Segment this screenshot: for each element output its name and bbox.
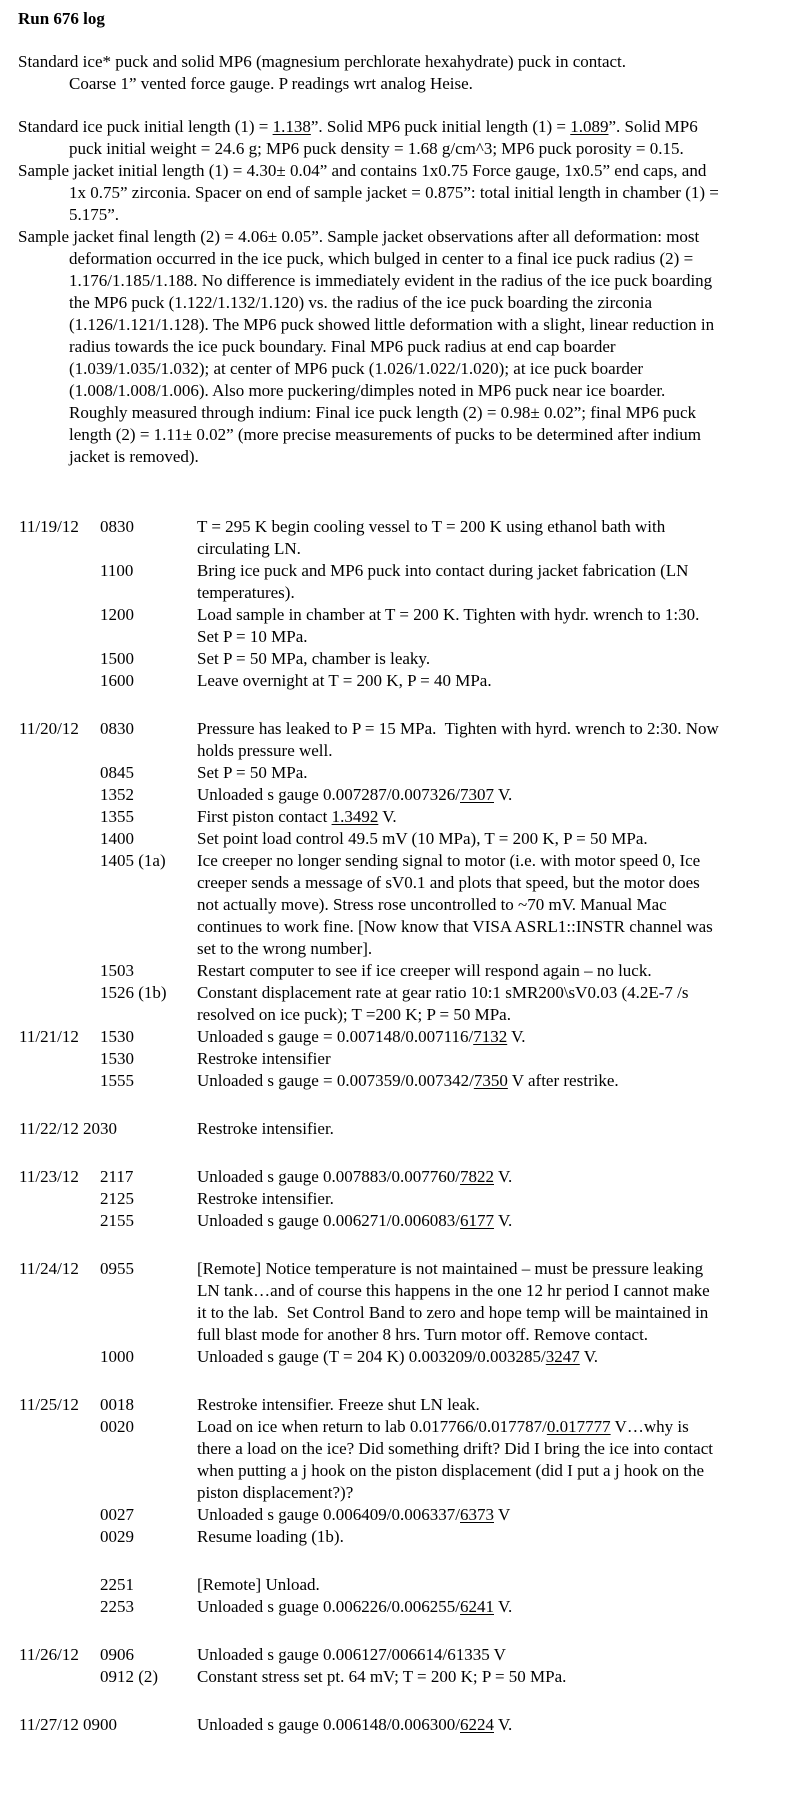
- log-entry-row: [19, 1026, 722, 1048]
- log-entry-date: 11/22/12: [19, 1119, 79, 1138]
- log-entry-time: 0027: [100, 1505, 134, 1524]
- log-entry-time: 1526 (1b): [100, 983, 167, 1002]
- log-entry-row: [19, 1394, 722, 1416]
- log-entry-row: [19, 560, 722, 604]
- intro-paragraph: Sample jacket initial length (1) = 4.30± 0.04” and contains 1x0.75 Force gauge, 1x0.5” end caps, and 1x 0.75” zirconia. Spacer on end of sample jacket = 0.875”: total initial length in chamber (1) = 5.175”.: [18, 161, 719, 224]
- log-entry-text: Resume loading (1b).: [197, 1527, 344, 1546]
- log-entry-text: Unloaded s gauge (T = 204 K) 0.003209/0.003285/3247 V.: [197, 1347, 599, 1366]
- log-entry-time: 1200: [100, 605, 134, 624]
- intro-paragraph: Coarse 1” vented force gauge. P readings wrt analog Heise.: [69, 74, 473, 93]
- log-entry-time: 0830: [100, 517, 134, 536]
- log-entry-row: [19, 718, 722, 762]
- log-entry-time: 1400: [100, 829, 134, 848]
- log-entry-time: 1000: [100, 1347, 134, 1366]
- log-entry-time: 2251: [100, 1575, 134, 1594]
- log-entry-row: [19, 1526, 722, 1548]
- log-entry-text: Unloaded s gauge 0.006271/0.006083/6177 V.: [197, 1211, 513, 1230]
- log-entry-text: [Remote] Unload.: [197, 1575, 320, 1594]
- log-entry-text: Ice creeper no longer sending signal to motor (i.e. with motor speed 0, Ice creeper sends a message of sV0.1 and plots that speed, but the motor does not actually move). Stress rose uncontrolled to ~70 mV. Manual Mac continues to work fine. [Now know that VISA ASRL1::INSTR channel was set to the wrong number].: [197, 851, 718, 958]
- log-entry-row: [19, 1346, 722, 1368]
- log-entry-text: Restart computer to see if ice creeper will respond again – no luck.: [197, 961, 652, 980]
- log-entry-row: [19, 1210, 722, 1232]
- log-entry-row: [19, 1596, 722, 1618]
- log-entry-row: [19, 648, 722, 670]
- log-entry-date: 11/27/12: [19, 1715, 79, 1734]
- log-entry-time: 2030: [83, 1119, 117, 1138]
- intro-paragraph: Standard ice puck initial length (1) = 1.138”. Solid MP6 puck initial length (1) = 1.089”. Solid MP6 puck initial weight = 24.6 g; MP6 puck density = 1.68 g/cm^3; MP6 puck porosity = 0.15.: [18, 117, 698, 158]
- log-entry-row: [19, 1714, 722, 1736]
- log-entry-date: 11/20/12: [19, 719, 79, 738]
- log-entry-row: [19, 1048, 722, 1070]
- log-entry-row: [19, 516, 722, 560]
- log-entry-date: 11/26/12: [19, 1645, 79, 1664]
- log-entry-row: [19, 1070, 722, 1092]
- log-entry-date: 11/25/12: [19, 1395, 79, 1414]
- page-title: Run 676 log: [18, 9, 105, 28]
- log-entry-text: Unloaded s gauge 0.007287/0.007326/7307 V.: [197, 785, 513, 804]
- log-entry-time: 1555: [100, 1071, 134, 1090]
- log-entry-text: Unloaded s gauge 0.007883/0.007760/7822 V.: [197, 1167, 513, 1186]
- log-entry-date: 11/24/12: [19, 1259, 79, 1278]
- log-entry-text: Unloaded s gauge = 0.007359/0.007342/7350 V after restrike.: [197, 1071, 619, 1090]
- log-entry-text: Unloaded s gauge 0.006127/006614/61335 V: [197, 1645, 506, 1664]
- log-entry-row: [19, 828, 722, 850]
- log-entry-text: Pressure has leaked to P = 15 MPa. Tighten with hyrd. wrench to 2:30. Now holds pressure well.: [197, 719, 724, 760]
- log-entry-row: [19, 1188, 722, 1210]
- log-entry-time: 1355: [100, 807, 134, 826]
- log-entry-time: 0900: [83, 1715, 117, 1734]
- log-entry-time: 0029: [100, 1527, 134, 1546]
- log-entry-time: 2155: [100, 1211, 134, 1230]
- intro-paragraph: Standard ice* puck and solid MP6 (magnesium perchlorate hexahydrate) puck in contact.: [18, 52, 627, 71]
- log-entry-time: 0018: [100, 1395, 134, 1414]
- log-entry-row: [19, 1166, 722, 1188]
- log-entry-date: 11/19/12: [19, 517, 79, 536]
- log-entry-date: 11/23/12: [19, 1167, 79, 1186]
- log-entry-row: [19, 806, 722, 828]
- log-entry-text: Restroke intensifier.: [197, 1119, 334, 1138]
- log-entry-time: 0845: [100, 763, 134, 782]
- log-entry-row: [19, 1504, 722, 1526]
- log-entry-row: [19, 784, 722, 806]
- log-entry-text: Restroke intensifier: [197, 1049, 331, 1068]
- log-entry-time: 1530: [100, 1049, 134, 1068]
- log-entry-time: 2253: [100, 1597, 134, 1616]
- log-entry-row: [19, 1416, 722, 1504]
- log-entry-text: Unloaded s gauge 0.006409/0.006337/6373 V: [197, 1505, 511, 1524]
- log-entry-time: 1503: [100, 961, 134, 980]
- log-entry-text: T = 295 K begin cooling vessel to T = 200 K using ethanol bath with circulating LN.: [197, 517, 670, 558]
- log-entry-text: Unloaded s guage 0.006226/0.006255/6241 V.: [197, 1597, 513, 1616]
- log-entry-time: 1100: [100, 561, 134, 580]
- log-entry-row: [19, 762, 722, 784]
- log-entry-row: [19, 1666, 722, 1688]
- log-entry-time: 1500: [100, 649, 134, 668]
- log-entry-text: Set P = 50 MPa, chamber is leaky.: [197, 649, 431, 668]
- log-entry-row: [19, 1118, 722, 1140]
- log-entry-time: 1530: [100, 1027, 134, 1046]
- log-entry-time: 1405 (1a): [100, 851, 166, 870]
- log-entry-text: Set P = 50 MPa.: [197, 763, 308, 782]
- log-entry-row: [19, 960, 722, 982]
- intro-section: [18, 51, 722, 468]
- log-entry-text: Bring ice puck and MP6 puck into contact during jacket fabrication (LN temperatures).: [197, 561, 693, 602]
- log-entry-text: Set point load control 49.5 mV (10 MPa), T = 200 K, P = 50 MPa.: [197, 829, 648, 848]
- log-entry-time: 1352: [100, 785, 134, 804]
- log-entry-text: Unloaded s gauge 0.006148/0.006300/6224 V.: [197, 1715, 513, 1734]
- log-entries-section: [19, 516, 722, 1736]
- log-entry-text: Load sample in chamber at T = 200 K. Tighten with hydr. wrench to 1:30. Set P = 10 MPa.: [197, 605, 704, 646]
- log-entry-text: Restroke intensifier.: [197, 1189, 334, 1208]
- log-entry-row: [19, 982, 722, 1026]
- log-entry-text: [Remote] Notice temperature is not maintained – must be pressure leaking LN tank…and of course this happens in the one 12 hr period I cannot make it to the lab. Set Control Band to zero and hope temp will be maintained in full blast mode for another 8 hrs. Turn motor off. Remove contact.: [197, 1259, 714, 1344]
- log-entry-text: Leave overnight at T = 200 K, P = 40 MPa.: [197, 671, 492, 690]
- log-entry-row: [19, 604, 722, 648]
- log-entry-row: [19, 1258, 722, 1346]
- log-entry-text: Constant displacement rate at gear ratio 10:1 sMR200\sV0.03 (4.2E-7 /s resolved on ice puck); T =200 K; P = 50 MPa.: [197, 983, 693, 1024]
- log-entry-time: 1600: [100, 671, 134, 690]
- log-entry-text: Load on ice when return to lab 0.017766/0.017787/0.017777 V…why is there a load on the ice? Did something drift? Did I bring the ice into contact when putting a j hook on the piston displacement (did I put a j hook on the piston displacement?)?: [197, 1417, 718, 1502]
- log-entry-text: Unloaded s gauge = 0.007148/0.007116/7132 V.: [197, 1027, 526, 1046]
- log-entry-time: 0830: [100, 719, 134, 738]
- log-entry-time: 0955: [100, 1259, 134, 1278]
- log-entry-time: 2125: [100, 1189, 134, 1208]
- log-entry-time: 0020: [100, 1417, 134, 1436]
- log-entry-row: [19, 1644, 722, 1666]
- log-entry-time: 0906: [100, 1645, 134, 1664]
- log-entry-row: [19, 670, 722, 692]
- log-entry-row: [19, 850, 722, 960]
- log-entry-row: [19, 1574, 722, 1596]
- log-entry-date: 11/21/12: [19, 1027, 79, 1046]
- log-entry-text: First piston contact 1.3492 V.: [197, 807, 397, 826]
- log-entry-time: 2117: [100, 1167, 134, 1186]
- log-entry-time: 0912 (2): [100, 1667, 159, 1686]
- log-entry-text: Constant stress set pt. 64 mV; T = 200 K; P = 50 MPa.: [197, 1667, 567, 1686]
- log-entry-text: Restroke intensifier. Freeze shut LN leak.: [197, 1395, 480, 1414]
- intro-paragraph: Sample jacket final length (2) = 4.06± 0.05”. Sample jacket observations after all deformation: most deformation occurred in the ice puck, which bulged in center to a final ice puck radius (2) = 1.176/1.185/1.188. No difference is immediately evident in the radius of the ice puck boarding the MP6 puck (1.122/1.132/1.120) vs. the radius of the ice puck boarding the zirconia (1.126/1.121/1.128). The MP6 puck showed little deformation with a slight, linear reduction in radius towards the ice puck boundary. Final MP6 puck radius at end cap boarder (1.039/1.035/1.032); at center of MP6 puck (1.026/1.022/1.020); at ice puck boarder (1.008/1.008/1.006). Also more puckering/dimples noted in MP6 puck near ice boarder. Roughly measured through indium: Final ice puck length (2) = 0.98± 0.02”; final MP6 puck length (2) = 1.11± 0.02” (more precise measurements of pucks to be determined after indium jacket is removed).: [18, 227, 715, 466]
